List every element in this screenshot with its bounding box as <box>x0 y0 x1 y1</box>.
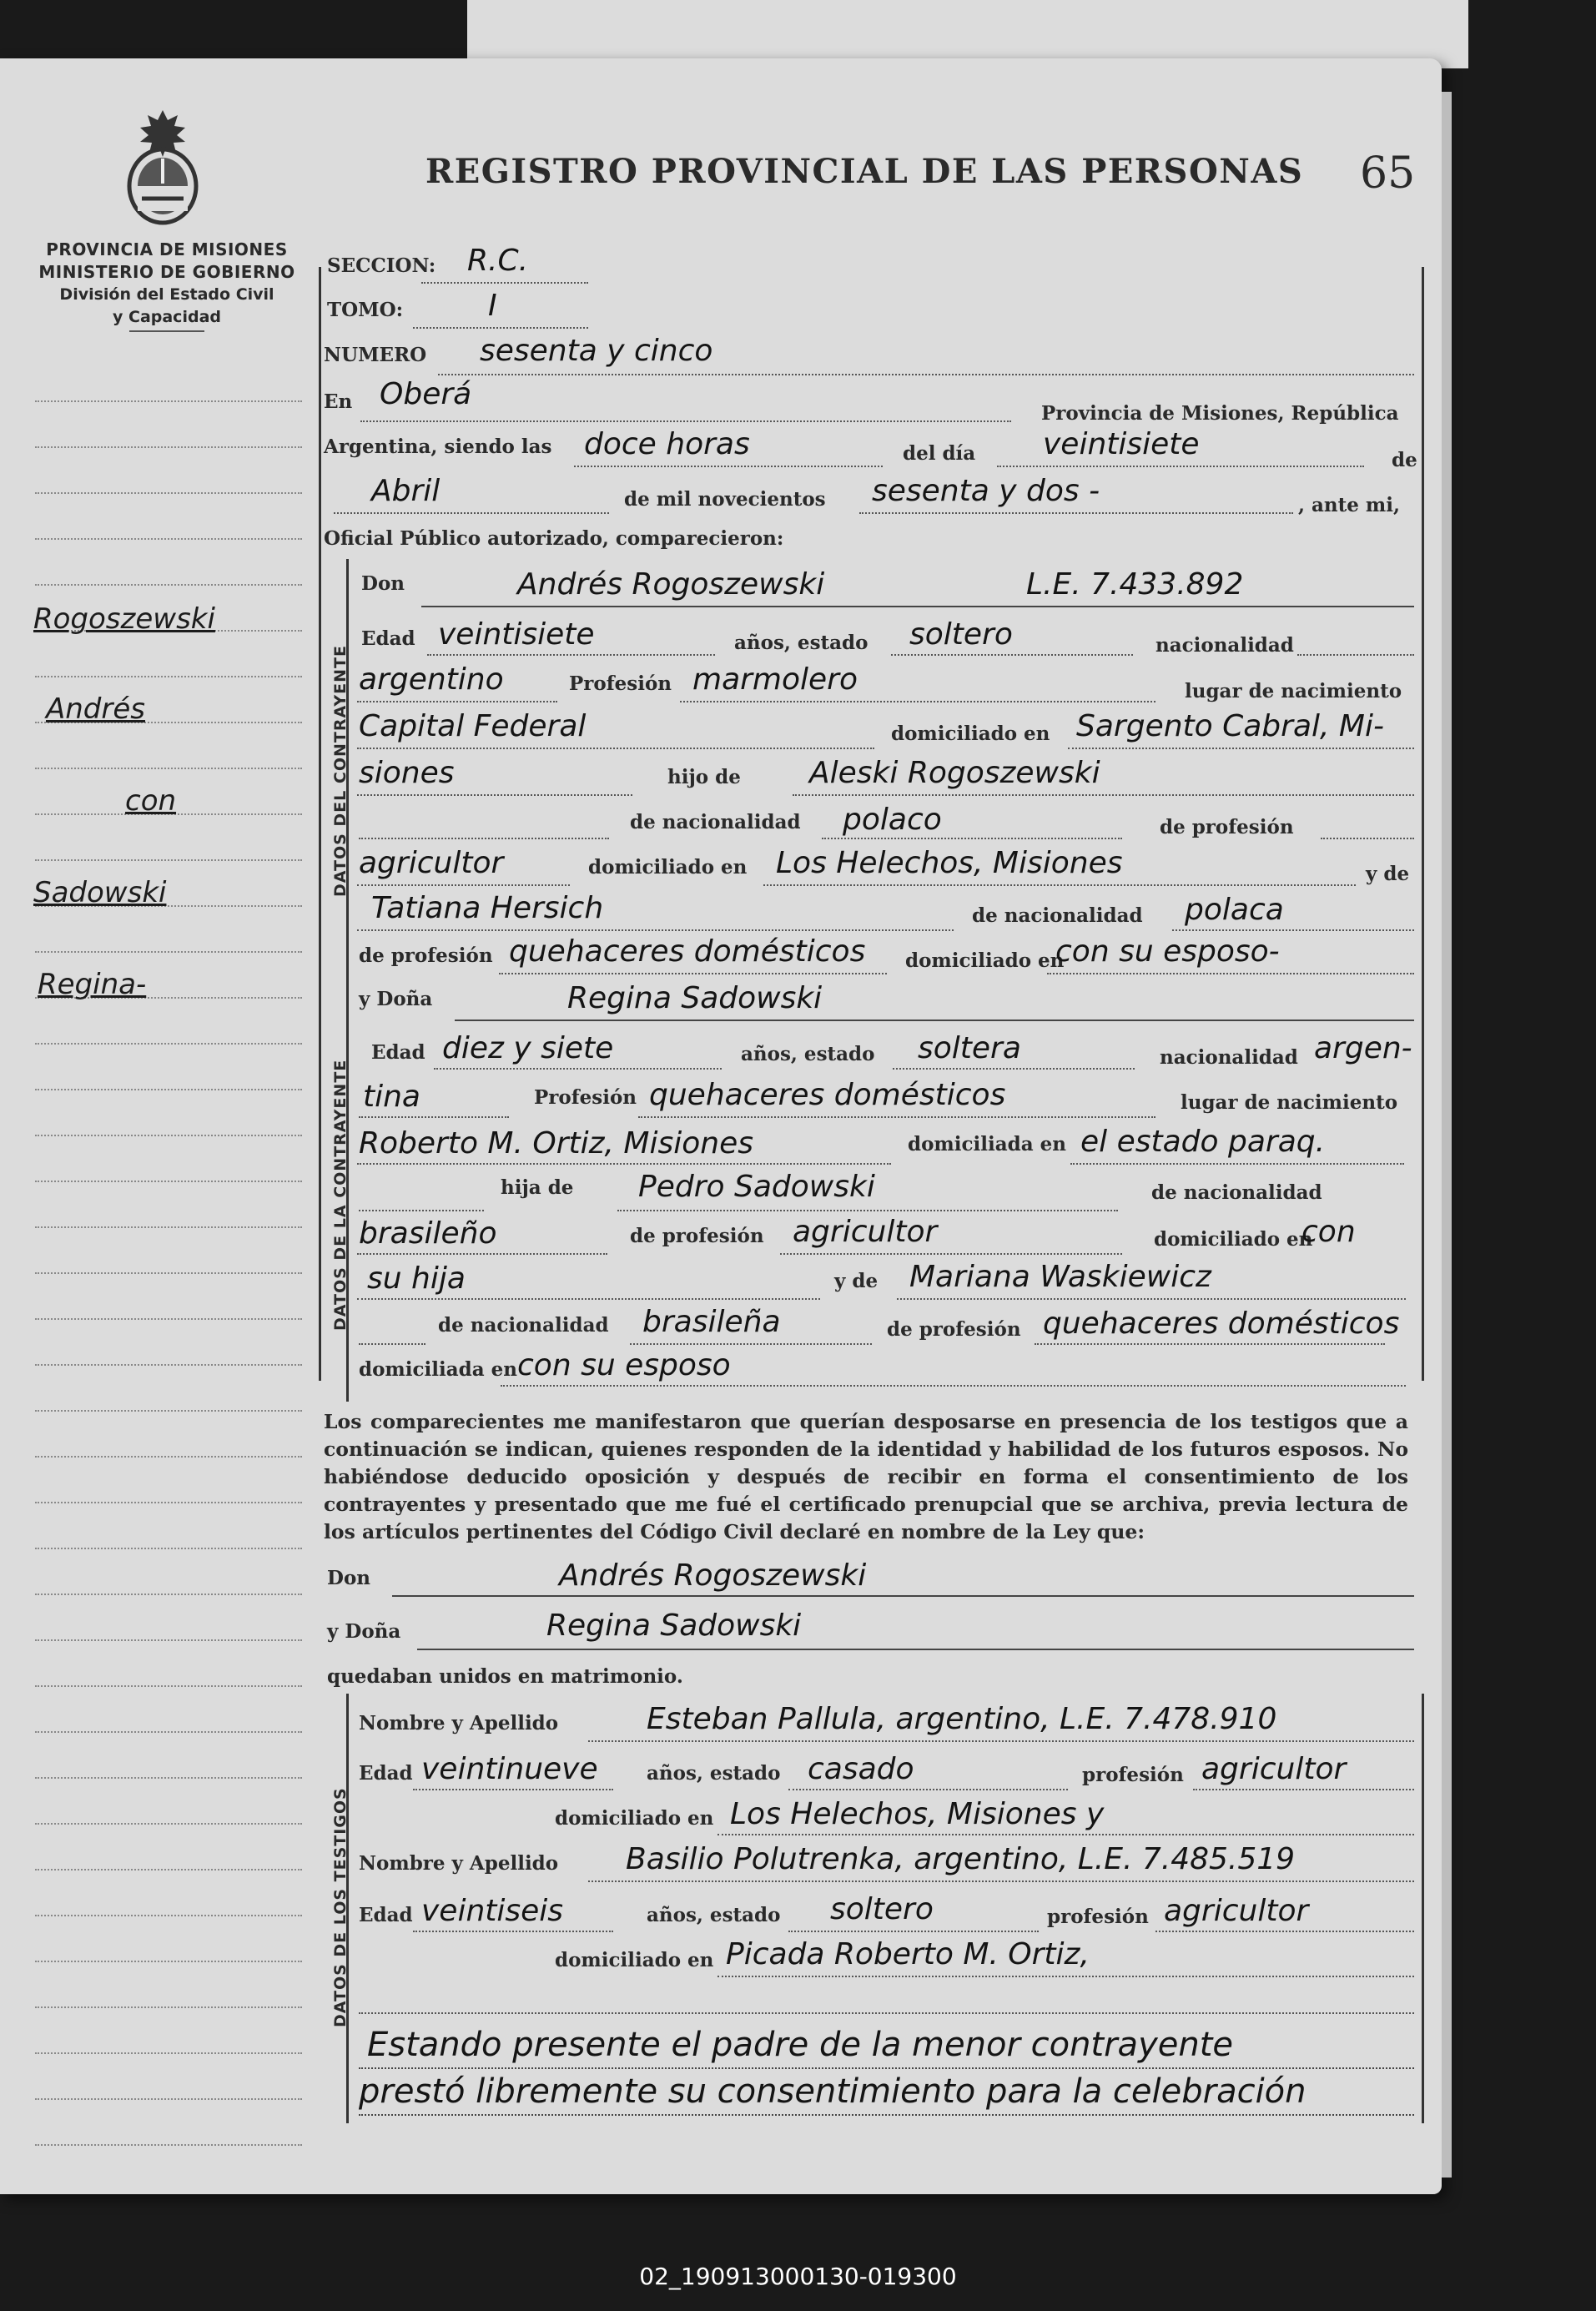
married-statement: quedaban unidos en matrimonio. <box>327 1665 683 1688</box>
bride-name: Regina Sadowski <box>567 981 823 1015</box>
bride-mother-nationality: brasileña <box>642 1305 781 1339</box>
ante-mi-label: , ante mi, <box>1298 494 1400 516</box>
bride-nacionalidad-label: nacionalidad <box>1160 1046 1298 1069</box>
bride-nationality-2: tina <box>363 1080 420 1114</box>
w1-age: veintinueve <box>421 1752 598 1786</box>
groom-hijo-label: hijo de <box>667 766 741 788</box>
w1-profesion-label: profesión <box>1082 1764 1184 1786</box>
margin-rule <box>35 584 302 586</box>
right-rule <box>1422 267 1424 1381</box>
groom-address-line <box>1068 748 1414 749</box>
w2-civil-status: soltero <box>830 1892 934 1926</box>
del-dia-label: del día <box>903 442 976 465</box>
margin-rule <box>35 1135 302 1136</box>
agency-province: PROVINCIA DE MISIONES <box>46 239 288 259</box>
bride-edad-label: Edad <box>371 1041 425 1064</box>
agency-ministry: MINISTERIO DE GOBIERNO <box>38 262 295 282</box>
bride-father-address-2: su hija <box>367 1261 466 1296</box>
bride-hija-label: hija de <box>501 1176 574 1199</box>
margin-rule <box>35 1961 302 1962</box>
w2-name-line <box>588 1881 1414 1882</box>
groom-civil-status: soltero <box>909 617 1013 652</box>
margin-rule <box>35 1869 302 1870</box>
groom-age: veintisiete <box>438 617 595 652</box>
groom-mother-nat-line <box>1172 929 1414 931</box>
bride-mother-address: con su esposo <box>517 1348 731 1382</box>
groom-document: L.E. 7.433.892 <box>1026 567 1244 602</box>
hora-line <box>574 466 883 467</box>
margin-rule <box>35 1502 302 1503</box>
w2-dom-label: domiciliado en <box>555 1949 714 1971</box>
w1-status-line <box>788 1789 1068 1790</box>
groom-age-line <box>427 654 715 656</box>
bride-address: el estado paraq. <box>1080 1125 1326 1159</box>
margin-name-bride: Regina- <box>38 968 147 1001</box>
w2-profesion-label: profesión <box>1047 1906 1149 1928</box>
en-label: En <box>324 390 353 413</box>
dia-value: veintisiete <box>1043 427 1200 461</box>
groom-don-label: Don <box>361 572 405 595</box>
margin-rule <box>35 1685 302 1687</box>
left-margin <box>0 58 309 2194</box>
mes-line <box>334 512 609 514</box>
bride-father-occupation-line <box>780 1253 1122 1255</box>
margin-rule <box>35 2098 302 2100</box>
groom-father-address-line <box>763 884 1356 886</box>
bride-section-label: DATOS DE LA CONTRAYENTE <box>331 1059 350 1331</box>
bride-age: diez y siete <box>442 1031 614 1065</box>
margin-rule <box>35 768 302 769</box>
bride-father-nationality: brasileño <box>359 1216 497 1251</box>
agency-underline <box>129 330 204 332</box>
bride-mother: Mariana Waskiewicz <box>909 1260 1211 1294</box>
margin-rule <box>35 1915 302 1916</box>
w1-name-line <box>588 1740 1414 1742</box>
groom-nationality-line <box>357 701 557 702</box>
groom-father-occupation: agricultor <box>359 846 504 880</box>
margin-rule <box>35 676 302 677</box>
bride-nationality-1: argen- <box>1314 1031 1412 1065</box>
groom-lugar-label: lugar de nacimiento <box>1185 680 1402 702</box>
groom-mother-dom-label: domiciliado en <box>905 949 1065 972</box>
bride-name-line <box>455 1020 1414 1021</box>
margin-rule <box>35 1548 302 1549</box>
bride-mother-dom-label: domiciliada en <box>359 1358 517 1381</box>
margin-rule <box>35 1318 302 1320</box>
mes-value: Abril <box>371 474 441 508</box>
bride-father-nat-label: de nacionalidad <box>1151 1181 1322 1204</box>
bride-mother-prof-label: de profesión <box>887 1318 1021 1341</box>
bride-mother-line <box>897 1298 1406 1300</box>
w1-address-line <box>717 1834 1414 1835</box>
margin-rule <box>35 1731 302 1733</box>
margin-rule <box>35 1226 302 1228</box>
argentine-coat-of-arms-icon <box>117 107 209 230</box>
groom-mother: Tatiana Hersich <box>371 891 604 925</box>
witness-blank-line <box>359 2012 1414 2014</box>
consent-note-line-2: prestó libremente su consentimiento para la celebración <box>359 2072 1307 2111</box>
margin-rule <box>35 1410 302 1412</box>
union-groom-name: Andrés Rogoszewski <box>559 1558 867 1593</box>
agency-block <box>25 239 309 332</box>
bride-mother-nat-pre-line <box>359 1343 425 1345</box>
w2-name: Basilio Polutrenka, argentino, L.E. 7.485.519 <box>626 1842 1296 1876</box>
groom-father-prof-label: de profesión <box>1160 816 1294 838</box>
union-dona-label: y Doña <box>327 1620 401 1643</box>
groom-father-nat-line <box>822 838 1122 839</box>
margin-rule <box>35 1594 302 1595</box>
seccion-line <box>421 282 588 284</box>
groom-mother-nationality: polaca <box>1185 893 1284 927</box>
w2-estado-label: años, estado <box>647 1904 781 1926</box>
union-don-label: Don <box>327 1567 371 1589</box>
w1-occupation: agricultor <box>1201 1752 1347 1786</box>
margin-rule <box>35 2006 302 2008</box>
w2-occupation-line <box>1155 1931 1414 1932</box>
bride-nationality-line <box>359 1116 509 1118</box>
bride-father-line <box>617 1210 1118 1211</box>
provincia-label: Provincia de Misiones, República <box>1041 402 1399 425</box>
w2-nombre-label: Nombre y Apellido <box>359 1852 559 1875</box>
bride-domiciliada-label: domiciliada en <box>908 1133 1066 1156</box>
bride-hija-pre-line <box>359 1210 484 1211</box>
numero-line <box>438 374 1414 375</box>
groom-y-de-label: y de <box>1366 863 1410 885</box>
margin-rule <box>35 2144 302 2146</box>
en-line <box>360 420 1011 422</box>
consent-note-line-2-rule <box>359 2114 1414 2116</box>
page-title: REGISTRO PROVINCIAL DE LAS PERSONAS <box>425 152 1304 191</box>
margin-rule <box>35 1181 302 1182</box>
groom-mother-prof-label: de profesión <box>359 944 493 967</box>
groom-address-1: Sargento Cabral, Mi- <box>1076 709 1384 743</box>
groom-mother-nat-label: de nacionalidad <box>972 904 1143 927</box>
w2-status-line <box>788 1931 1039 1932</box>
groom-name: Andrés Rogoszewski <box>517 567 825 602</box>
union-groom-line <box>392 1595 1414 1597</box>
groom-profesion-label: Profesión <box>569 672 672 695</box>
margin-rule <box>35 1043 302 1045</box>
consent-note-line-1-rule <box>359 2067 1414 2069</box>
numero-label: NUMERO <box>324 344 427 366</box>
bride-father: Pedro Sadowski <box>638 1170 875 1204</box>
groom-birthplace: Capital Federal <box>359 709 587 743</box>
hora-value: doce horas <box>584 427 750 461</box>
bride-y-de-label: y de <box>834 1270 879 1292</box>
groom-birthplace-line <box>357 748 874 749</box>
bride-father-prof-label: de profesión <box>630 1225 764 1247</box>
w2-age-line <box>413 1931 613 1932</box>
page-edge <box>1442 92 1452 2178</box>
bride-birthplace-line <box>357 1163 891 1165</box>
groom-domiciliado-label: domiciliado en <box>891 723 1050 745</box>
margin-connector: con <box>125 784 177 818</box>
union-bride-line <box>417 1649 1414 1650</box>
w1-nombre-label: Nombre y Apellido <box>359 1712 559 1735</box>
bride-mother-nat-line <box>630 1343 872 1345</box>
margin-rule <box>35 1089 302 1090</box>
seccion-value: R.C. <box>467 244 529 278</box>
groom-father-prof-pre-line <box>1321 838 1414 839</box>
bride-father-address-line <box>357 1298 820 1300</box>
margin-rule <box>35 1456 302 1458</box>
groom-father-line <box>793 794 1414 796</box>
numero-value: sesenta y cinco <box>480 334 713 368</box>
w2-edad-label: Edad <box>359 1904 413 1926</box>
consent-note-line-1: Estando presente el padre de la menor contrayente <box>367 2026 1233 2064</box>
anio-line <box>859 512 1293 514</box>
groom-occupation-line <box>680 701 1155 702</box>
margin-rule <box>35 446 302 448</box>
bride-father-address-1: con <box>1301 1215 1356 1249</box>
groom-address-2: siones <box>359 756 455 790</box>
bride-father-occupation: agricultor <box>793 1215 938 1249</box>
argentina-label: Argentina, siendo las <box>324 436 552 458</box>
groom-father-address: Los Helechos, Misiones <box>776 846 1123 880</box>
bride-age-line <box>434 1068 722 1070</box>
bride-address-line <box>1070 1163 1404 1165</box>
groom-father-nationality: polaco <box>843 803 942 837</box>
dia-line <box>997 466 1364 467</box>
bride-mother-nat-label: de nacionalidad <box>438 1314 609 1337</box>
margin-rule <box>35 1639 302 1641</box>
groom-father-nat-pre-line <box>359 838 609 839</box>
bride-mother-occupation-line <box>1035 1343 1385 1345</box>
groom-nacionalidad-label: nacionalidad <box>1155 634 1294 657</box>
agency-division: División del Estado Civil <box>59 285 274 304</box>
declaration-paragraph: Los comparecientes me manifestaron que querían desposarse en presencia de los testigos que a continuación se indican, quienes responden de la identidad y habilidad de los futuros esposos. No habiéndose deducido oposición y después de recibir en forma el consentimiento de los contrayentes y presentado que me fué el certificado prenupcial que se archiva, previa lectura de los artículos pertinentes del Código Civil declaré en nombre de la Ley que: <box>324 1410 1408 1543</box>
groom-mother-line <box>357 929 954 931</box>
bride-birthplace: Roberto M. Ortiz, Misiones <box>359 1126 753 1161</box>
en-value: Oberá <box>380 377 472 411</box>
margin-rule <box>35 1272 302 1274</box>
margin-rule <box>35 1823 302 1825</box>
bride-mother-address-line <box>501 1385 1406 1387</box>
bride-profesion-label: Profesión <box>534 1086 637 1109</box>
margin-rule <box>35 400 302 402</box>
groom-estado-label: años, estado <box>734 632 868 654</box>
bride-occupation-line <box>638 1116 1155 1118</box>
groom-mother-occupation: quehaceres domésticos <box>509 934 866 969</box>
union-bride-name: Regina Sadowski <box>546 1609 802 1643</box>
anio-value: sesenta y dos - <box>872 474 1100 508</box>
left-rule <box>319 267 321 1381</box>
de-mil-label: de mil novecientos <box>624 488 826 511</box>
bride-lugar-label: lugar de nacimiento <box>1181 1091 1398 1114</box>
margin-rule <box>35 1777 302 1779</box>
tomo-line <box>413 327 588 329</box>
seccion-label: SECCION: <box>327 254 436 277</box>
groom-nationality: argentino <box>359 662 504 697</box>
w2-occupation: agricultor <box>1164 1894 1309 1928</box>
bride-estado-label: años, estado <box>741 1043 875 1065</box>
w1-name: Esteban Pallula, argentino, L.E. 7.478.910 <box>647 1702 1277 1736</box>
groom-father-dom-label: domiciliado en <box>588 856 748 879</box>
bride-father-nat-line <box>357 1253 607 1255</box>
bride-mother-occupation: quehaceres domésticos <box>1043 1307 1400 1341</box>
groom-nat-line <box>1297 654 1414 656</box>
groom-mother-address: con su esposo- <box>1055 934 1280 969</box>
w1-edad-label: Edad <box>359 1762 413 1785</box>
groom-address2-line <box>357 794 632 796</box>
groom-father-occupation-line <box>357 884 570 886</box>
groom-mother-occupation-line <box>499 973 887 974</box>
page-number: 65 <box>1360 149 1416 199</box>
groom-section-label: DATOS DEL CONTRAYENTE <box>331 645 350 897</box>
groom-status-line <box>891 654 1133 656</box>
groom-name-line <box>421 606 1414 607</box>
bride-civil-status: soltera <box>918 1031 1021 1065</box>
groom-edad-label: Edad <box>361 627 415 650</box>
bride-father-dom-label: domiciliado en <box>1154 1228 1313 1251</box>
w1-address: Los Helechos, Misiones y <box>730 1797 1105 1831</box>
w2-address-line <box>717 1976 1414 1977</box>
w2-address: Picada Roberto M. Ortiz, <box>726 1937 1090 1971</box>
agency-capacity: y Capacidad <box>113 308 221 326</box>
margin-rule <box>35 859 302 861</box>
margin-name-groom: Andrés <box>46 692 145 726</box>
groom-mother-address-line <box>1047 973 1414 974</box>
image-caption: 02_190913000130-019300 <box>639 2263 957 2290</box>
groom-father-nat-label: de nacionalidad <box>630 811 801 833</box>
bride-occupation: quehaceres domésticos <box>649 1078 1006 1112</box>
w1-age-line <box>413 1789 613 1790</box>
tomo-label: TOMO: <box>327 299 404 321</box>
margin-rule <box>35 492 302 494</box>
margin-rule <box>35 951 302 953</box>
w1-occupation-line <box>1193 1789 1414 1790</box>
de-label: de <box>1392 449 1417 471</box>
bride-dona-label: y Doña <box>359 988 433 1010</box>
w2-age: veintiseis <box>421 1894 564 1928</box>
margin-rule <box>35 538 302 540</box>
tomo-value: I <box>488 289 497 323</box>
bride-status-line <box>893 1068 1135 1070</box>
margin-rule <box>35 2052 302 2054</box>
oficial-label: Oficial Público autorizado, comparecieron: <box>324 527 784 550</box>
witnesses-right-rule <box>1422 1694 1424 2123</box>
margin-surname-bride: Sadowski <box>33 876 167 909</box>
w1-estado-label: años, estado <box>647 1762 781 1785</box>
w1-dom-label: domiciliado en <box>555 1807 714 1830</box>
w1-civil-status: casado <box>808 1752 914 1786</box>
margin-rule <box>35 1364 302 1366</box>
groom-father: Aleski Rogoszewski <box>809 756 1100 790</box>
groom-occupation: marmolero <box>692 662 858 697</box>
witnesses-section-label: DATOS DE LOS TESTIGOS <box>331 1787 350 2027</box>
margin-surname-groom: Rogoszewski <box>33 602 215 636</box>
